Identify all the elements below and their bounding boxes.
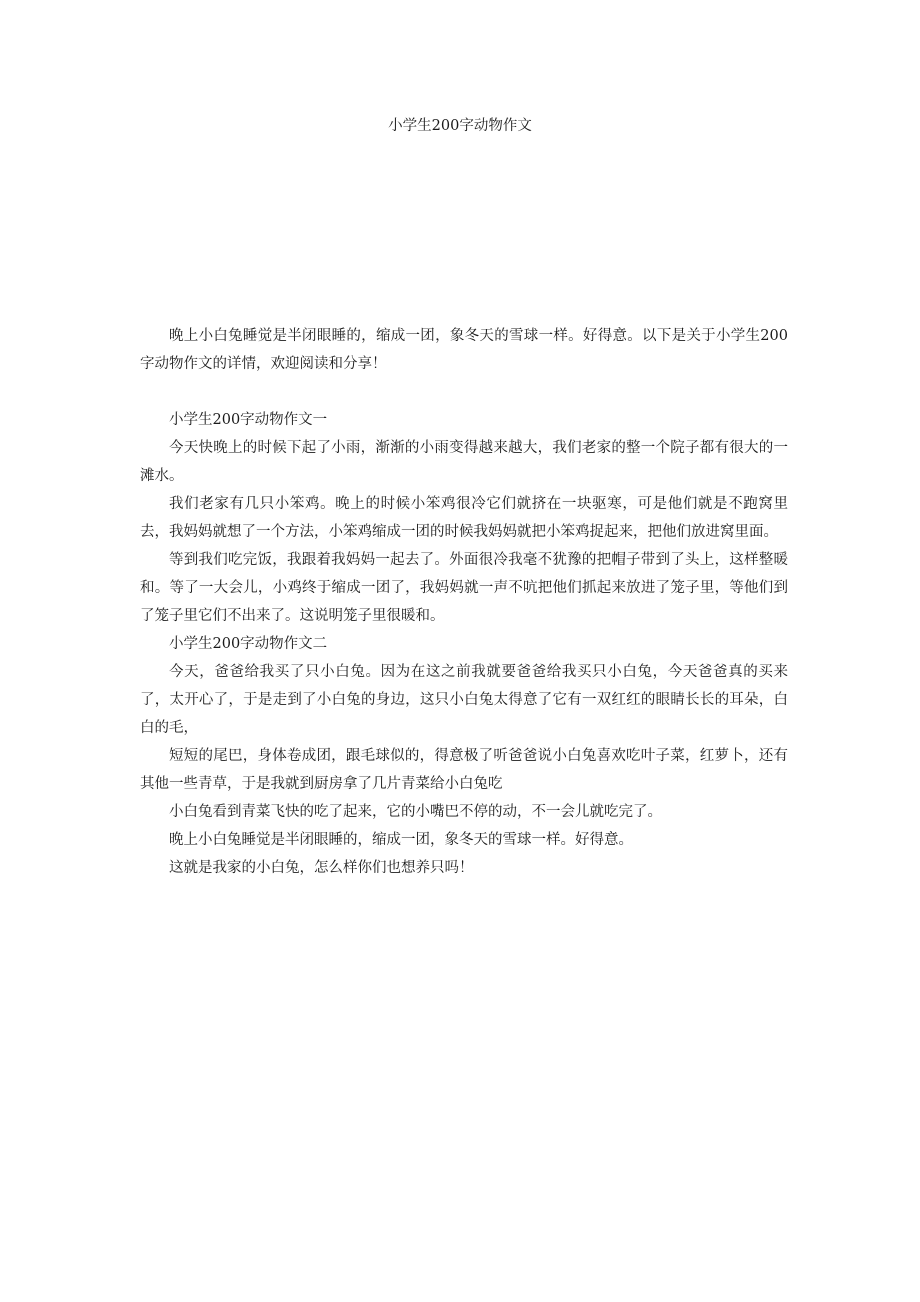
section-1-heading: 小学生200字动物作文一	[169, 412, 328, 428]
section-2-paragraph-2: 短短的尾巴，身体卷成团，跟毛球似的，得意极了听爸爸说小白兔喜欢吃叶子菜，红萝卜，还有其他一些青草，于是我就到厨房拿了几片青菜给小白兔吃	[140, 748, 788, 792]
section-2-paragraph-1: 今天，爸爸给我买了只小白兔。因为在这之前我就要爸爸给我买只小白兔，今天爸爸真的买来了，太开心了，于是走到了小白兔的身边，这只小白兔太得意了它有一双红红的眼睛长长的耳朵，白白的毛，	[140, 664, 788, 736]
section-2-paragraph-3: 小白兔看到青菜飞快的吃了起来，它的小嘴巴不停的动，不一会儿就吃完了。	[169, 804, 662, 820]
document-title: 小学生200字动物作文	[388, 118, 532, 134]
section-2-paragraph-5: 这就是我家的小白兔，怎么样你们也想养只吗！	[169, 860, 474, 876]
document-body	[140, 322, 788, 882]
intro-paragraph: 晚上小白兔睡觉是半闭眼睡的，缩成一团，象冬天的雪球一样。好得意。以下是关于小学生200字动物作文的详情，欢迎阅读和分享！	[140, 328, 788, 372]
section-1-paragraph-2: 我们老家有几只小笨鸡。晚上的时候小笨鸡很冷它们就挤在一块驱寒，可是他们就是不跑窝里去，我妈妈就想了一个方法，小笨鸡缩成一团的时候我妈妈就把小笨鸡捉起来，把他们放进窝里面。	[140, 496, 788, 540]
section-2-heading: 小学生200字动物作文二	[169, 636, 328, 652]
paragraph-gap	[140, 378, 788, 406]
section-2-paragraph-4: 晚上小白兔睡觉是半闭眼睡的，缩成一团，象冬天的雪球一样。好得意。	[169, 832, 633, 848]
section-1-paragraph-3: 等到我们吃完饭，我跟着我妈妈一起去了。外面很冷我毫不犹豫的把帽子带到了头上，这样整暖和。等了一大会儿，小鸡终于缩成一团了，我妈妈就一声不吭把他们抓起来放进了笼子里，等他们到了笼子里它们不出来了。这说明笼子里很暖和。	[140, 552, 788, 624]
section-1-paragraph-1: 今天快晚上的时候下起了小雨，渐渐的小雨变得越来越大，我们老家的整一个院子都有很大的一滩水。	[140, 440, 788, 484]
